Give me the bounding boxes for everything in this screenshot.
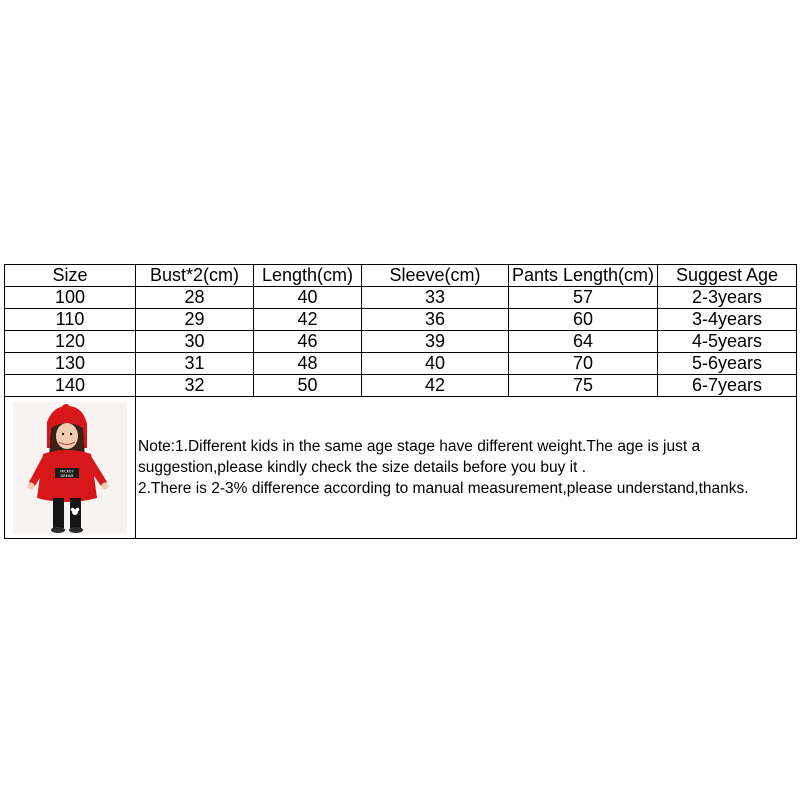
note-text	[136, 397, 797, 539]
cell-suggest-age: 2-3years	[658, 287, 797, 309]
cell-bust: 30	[136, 331, 254, 353]
product-photo-cell	[5, 397, 136, 539]
header-sleeve: Sleeve(cm)	[362, 265, 509, 287]
cell-sleeve: 33	[362, 287, 509, 309]
cell-size: 140	[5, 375, 136, 397]
cell-size: 130	[5, 353, 136, 375]
cell-size: 120	[5, 331, 136, 353]
cell-bust: 32	[136, 375, 254, 397]
header-suggest-age: Suggest Age	[658, 265, 797, 287]
header-pants-length: Pants Length(cm)	[509, 265, 658, 287]
cell-length: 46	[254, 331, 362, 353]
header-row	[5, 265, 797, 287]
cell-length: 50	[254, 375, 362, 397]
cell-sleeve: 39	[362, 331, 509, 353]
cell-sleeve: 36	[362, 309, 509, 331]
cell-pants-length: 60	[509, 309, 658, 331]
table-row	[5, 331, 797, 353]
note-line: Note:1.Different kids in the same age stage have different weight.The age is just a	[138, 438, 701, 455]
size-table	[4, 264, 797, 539]
svg-text:MICKEY: MICKEY	[60, 469, 74, 473]
cell-length: 42	[254, 309, 362, 331]
product-photo	[13, 402, 127, 534]
cell-size: 100	[5, 287, 136, 309]
cell-bust: 29	[136, 309, 254, 331]
header-length: Length(cm)	[254, 265, 362, 287]
size-chart	[4, 264, 796, 539]
table-row	[5, 353, 797, 375]
cell-suggest-age: 5-6years	[658, 353, 797, 375]
header-size: Size	[5, 265, 136, 287]
cell-suggest-age: 4-5years	[658, 331, 797, 353]
note-line: suggestion,please kindly check the size details before you buy it .	[138, 459, 587, 476]
cell-sleeve: 40	[362, 353, 509, 375]
cell-suggest-age: 6-7years	[658, 375, 797, 397]
cell-suggest-age: 3-4years	[658, 309, 797, 331]
cell-pants-length: 75	[509, 375, 658, 397]
cell-pants-length: 64	[509, 331, 658, 353]
note-line: 2.There is 2-3% difference according to manual measurement,please understand,thanks.	[138, 480, 749, 497]
cell-pants-length: 57	[509, 287, 658, 309]
table-row	[5, 309, 797, 331]
cell-bust: 31	[136, 353, 254, 375]
cell-length: 48	[254, 353, 362, 375]
svg-text:DREAM: DREAM	[60, 473, 74, 478]
table-row	[5, 375, 797, 397]
cell-sleeve: 42	[362, 375, 509, 397]
note-row	[5, 397, 797, 539]
cell-size: 110	[5, 309, 136, 331]
cell-pants-length: 70	[509, 353, 658, 375]
cell-bust: 28	[136, 287, 254, 309]
cell-length: 40	[254, 287, 362, 309]
table-row	[5, 287, 797, 309]
header-bust: Bust*2(cm)	[136, 265, 254, 287]
